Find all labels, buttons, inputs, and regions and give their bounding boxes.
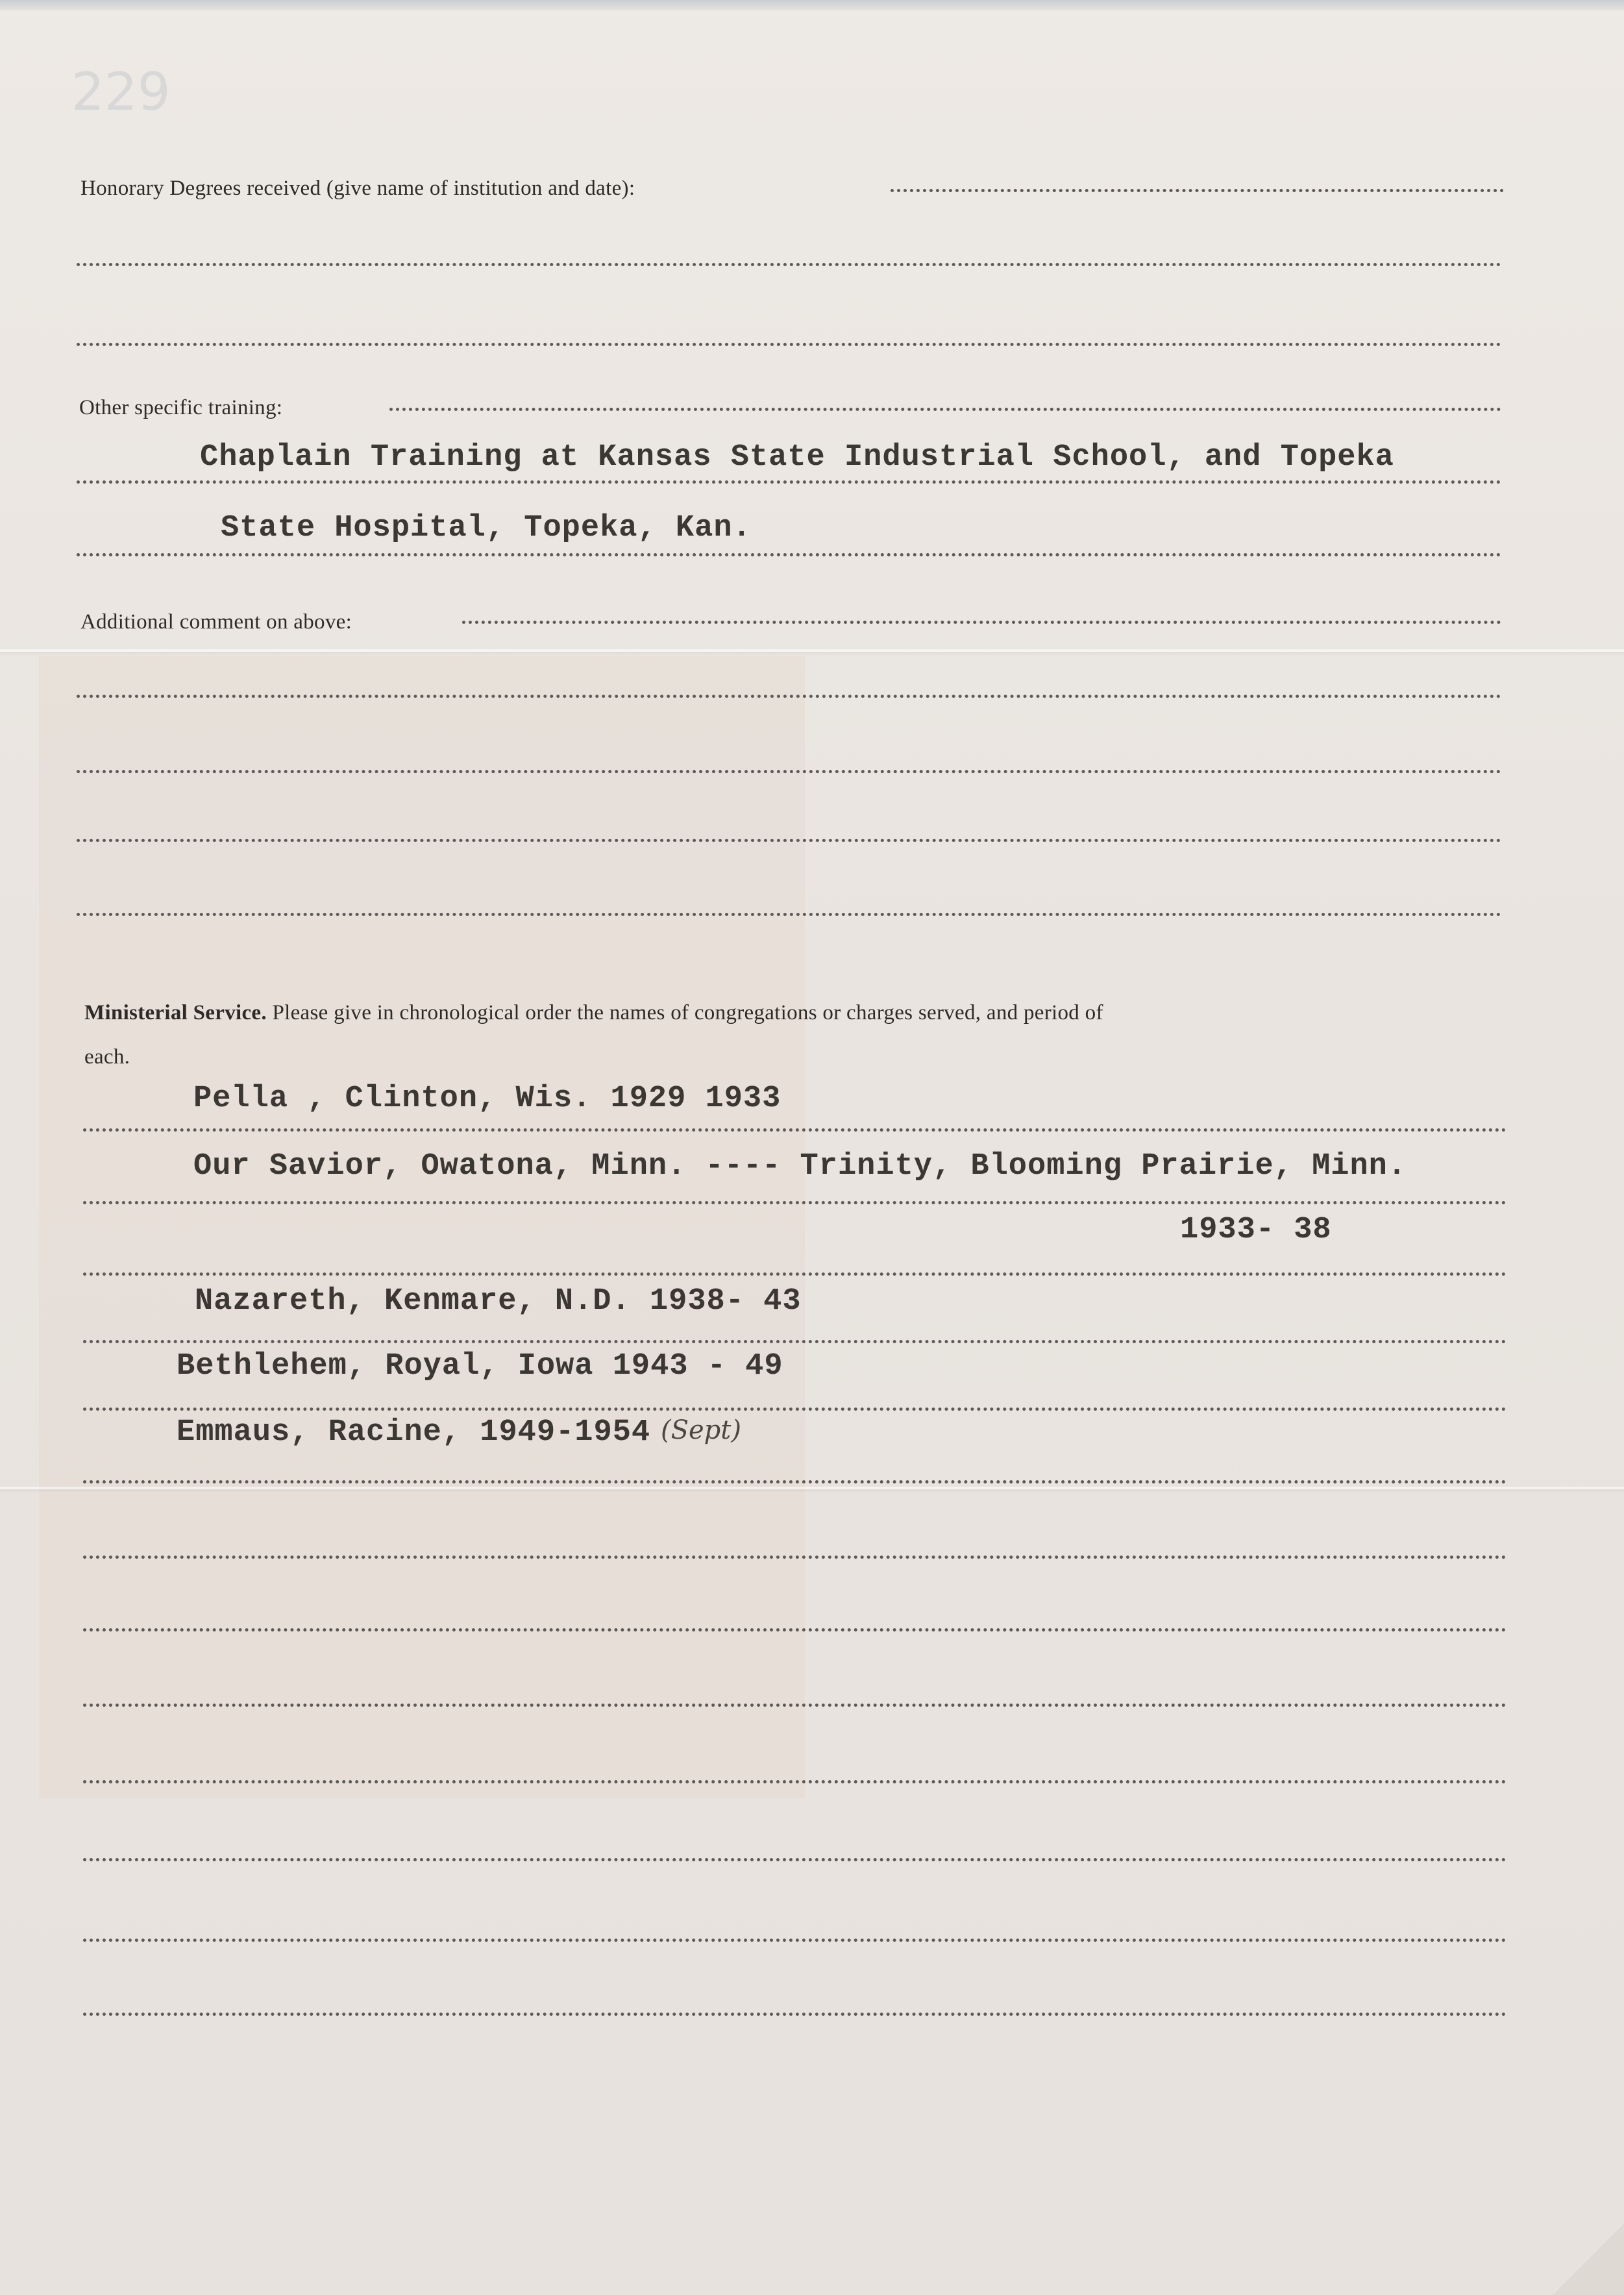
answer-line: [83, 1201, 1507, 1204]
service-entry: Our Savior, Owatona, Minn. ---- Trinity, Blooming Prairie, Minn.: [193, 1149, 1407, 1184]
training-entry: State Hospital, Topeka, Kan.: [221, 511, 752, 545]
fold-line: [0, 649, 1624, 652]
top-edge: [0, 0, 1624, 10]
answer-line: [77, 263, 1501, 266]
answer-line: [462, 621, 1501, 624]
service-entry: Pella , Clinton, Wis. 1929 1933: [193, 1082, 781, 1116]
answer-line: [77, 343, 1501, 346]
fold-line: [0, 1487, 1624, 1489]
page-corner: [1553, 2224, 1624, 2295]
answer-line: [77, 770, 1501, 773]
answer-line: [77, 553, 1501, 556]
ministerial-service-instructions: Please give in chronological order the names of congregations or charges served, and period of: [272, 1001, 1103, 1024]
ministerial-service-instructions-cont: each.: [84, 1045, 130, 1069]
handwritten-note: (Sept): [661, 1415, 741, 1445]
answer-line: [83, 1272, 1507, 1276]
training-entry: Chaplain Training at Kansas State Industrial School, and Topeka: [200, 440, 1394, 475]
answer-line: [83, 1780, 1507, 1783]
answer-line: [83, 1628, 1507, 1631]
answer-line: [83, 1128, 1507, 1132]
other-training-label: Other specific training:: [79, 396, 283, 419]
honorary-degrees-label: Honorary Degrees received (give name of institution and date):: [80, 177, 635, 200]
ministerial-service-heading: Ministerial Service.: [84, 1001, 267, 1024]
answer-line: [891, 189, 1504, 192]
answer-line: [83, 1939, 1507, 1942]
answer-line: [83, 1858, 1507, 1861]
answer-line: [77, 480, 1501, 484]
service-entry: 1933- 38: [1180, 1213, 1332, 1247]
answer-line: [77, 839, 1501, 842]
service-entry: Emmaus, Racine, 1949-1954: [177, 1415, 651, 1450]
answer-line: [83, 1408, 1507, 1411]
answer-line: [83, 2013, 1507, 2016]
answer-line: [83, 1704, 1507, 1707]
answer-line: [389, 408, 1501, 411]
service-entry: Nazareth, Kenmare, N.D. 1938- 43: [195, 1284, 802, 1319]
additional-comment-label: Additional comment on above:: [80, 610, 352, 634]
answer-line: [83, 1480, 1507, 1483]
answer-line: [77, 695, 1501, 698]
answer-line: [77, 913, 1501, 916]
answer-line: [83, 1556, 1507, 1559]
page-number: 229: [71, 62, 171, 122]
service-entry: Bethlehem, Royal, Iowa 1943 - 49: [177, 1349, 783, 1383]
answer-line: [83, 1340, 1507, 1343]
ministerial-service-label: [84, 1001, 1103, 1025]
paper-stain: [39, 656, 805, 1798]
